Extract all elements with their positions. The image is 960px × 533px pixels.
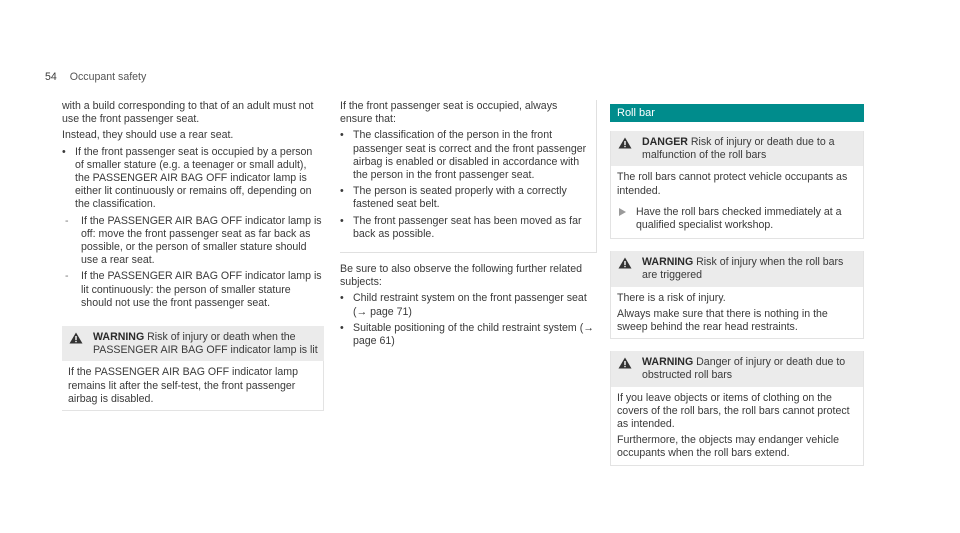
dash-lamp-lit: - If the PASSENGER AIR BAG OFF indicator lamp is lit continuously: the person of smaller stature should not use the front passenger seat. — [62, 270, 324, 310]
danger-triangle-icon — [618, 137, 632, 153]
column-left — [62, 100, 324, 411]
related-intro: Be sure to also observe the following further related subjects: — [340, 263, 583, 289]
warning-keyword: WARNING — [642, 356, 694, 369]
danger-keyword: DANGER — [642, 136, 688, 148]
warning-body — [611, 387, 863, 465]
warning-title: Risk of injury or death when the PASSENGER AIR BAG OFF indicator lamp is lit — [93, 331, 318, 357]
ref-page-link[interactable]: page 71) — [367, 305, 412, 318]
warning-text-1: If you leave objects or items of clothing on the covers of the roll bars, the roll bars cannot protect as intended. — [617, 391, 850, 431]
ref-item-child-restraint — [340, 292, 597, 318]
arrow-icon: → — [356, 305, 368, 318]
warning-box-triggered — [610, 251, 864, 339]
warning-keyword: WARNING — [93, 331, 145, 344]
column-middle — [340, 100, 597, 351]
action-arrow-icon — [619, 208, 626, 216]
warning-text-1: There is a risk of injury. — [617, 291, 726, 304]
dash-lamp-off: - If the PASSENGER AIR BAG OFF indicator lamp is off: move the front passenger seat as far back as possible, or the person of smaller stature should use a rear seat. — [62, 215, 324, 268]
warning-triangle-icon — [618, 257, 632, 273]
bullet-smaller-stature: • If the front passenger seat is occupied by a person of smaller stature (e.g. a teenager or small adult), the PASSENGER AIR BAG OFF indicator lamp is either lit continuously or remains off, depending on the classification. — [62, 146, 324, 212]
danger-header — [611, 131, 863, 166]
warning-header — [611, 351, 863, 386]
warning-text-2: Furthermore, the objects may endanger vehicle occupants when the roll bars extend. — [617, 434, 839, 460]
ref-item-positioning — [340, 322, 597, 348]
warning-body: If the PASSENGER AIR BAG OFF indicator lamp remains lit after the self-test, the front passenger airbag is disabled. — [62, 361, 324, 410]
section-heading-roll-bar: Roll bar — [610, 104, 864, 122]
intro-text-2: Instead, they should use a rear seat. — [62, 129, 234, 142]
warning-keyword: WARNING — [642, 256, 694, 269]
ref-page-link[interactable]: page 61) — [353, 335, 395, 348]
warning-title: Danger of injury or death due to obstructed roll bars — [642, 356, 846, 382]
info-box-occupied — [340, 100, 597, 253]
warning-header — [611, 251, 863, 286]
page-number: 54 — [45, 71, 57, 83]
warning-text-2: Always make sure that there is nothing in the sweep behind the rear head restraints. — [617, 307, 828, 334]
ref-text: Suitable positioning of the child restraint system ( — [353, 321, 584, 334]
intro-text: with a build corresponding to that of an adult must not use the front passenger seat. — [62, 100, 314, 126]
column-right — [610, 104, 864, 466]
danger-text: The roll bars cannot protect vehicle occupants as intended. — [617, 171, 848, 197]
box-bullet-3: • The front passenger seat has been moved as far back as possible. — [340, 215, 596, 241]
box-bullet-2: • The person is seated properly with a correctly fastened seat belt. — [340, 185, 596, 211]
arrow-icon: → — [583, 321, 594, 334]
warning-body — [611, 287, 863, 339]
section-title: Occupant safety — [69, 71, 147, 83]
warning-header — [62, 326, 324, 361]
warning-triangle-icon — [69, 332, 83, 348]
danger-body — [611, 166, 863, 238]
warning-title: Risk of injury when the roll bars are triggered — [642, 256, 844, 282]
page-header — [45, 71, 146, 84]
warning-triangle-icon — [618, 357, 632, 373]
danger-box — [610, 131, 864, 239]
danger-action-text: Have the roll bars checked immediately at a qualified specialist workshop. — [636, 205, 842, 232]
danger-title: Risk of injury or death due to a malfunction of the roll bars — [642, 136, 835, 162]
box-bullet-1: • The classification of the person in the front passenger seat is correct and the front passenger airbag is enabled or disabled in accordance with the person in the front passenger seat. — [340, 129, 596, 182]
box-intro: If the front passenger seat is occupied, always ensure that: — [340, 100, 558, 126]
ref-text: Child restraint system on the front passenger seat ( — [353, 292, 587, 318]
warning-box-airbag — [62, 326, 324, 411]
danger-action — [617, 206, 857, 232]
warning-box-obstructed — [610, 351, 864, 465]
